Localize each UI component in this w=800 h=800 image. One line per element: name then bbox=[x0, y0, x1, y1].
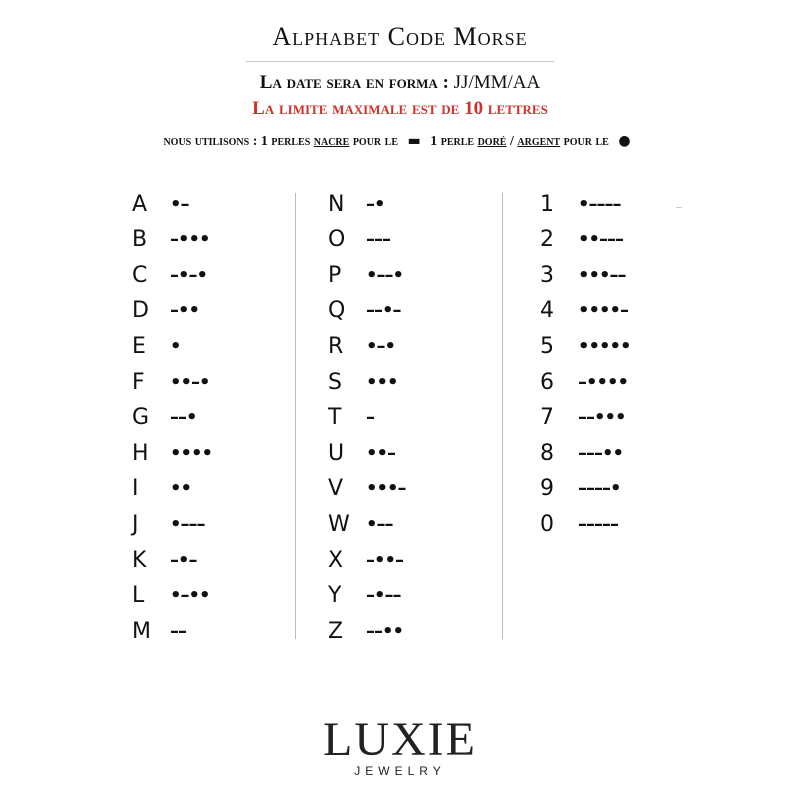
morse-character: G bbox=[132, 405, 150, 431]
morse-character: A bbox=[132, 191, 148, 217]
morse-code: ••• bbox=[366, 371, 398, 393]
morse-row bbox=[540, 188, 621, 220]
morse-code: ––• bbox=[170, 407, 197, 429]
morse-code: ––– bbox=[366, 229, 390, 251]
morse-character: K bbox=[132, 547, 147, 573]
morse-code: •––– bbox=[170, 513, 205, 535]
morse-code: –––•• bbox=[578, 442, 624, 464]
dash-symbol-icon: ▬ bbox=[407, 133, 421, 149]
morse-row bbox=[540, 473, 621, 505]
morse-character: B bbox=[132, 227, 148, 253]
morse-row bbox=[132, 437, 212, 469]
bead-argent-label: argent bbox=[517, 134, 561, 149]
bead-legend-slash: / bbox=[506, 134, 518, 149]
morse-code: •–• bbox=[366, 335, 396, 357]
morse-code: –• bbox=[366, 193, 385, 215]
morse-character: V bbox=[328, 476, 344, 502]
morse-row bbox=[540, 366, 628, 398]
morse-row bbox=[540, 330, 631, 362]
morse-code: –•– bbox=[170, 549, 197, 571]
bead-legend-for-2: pour le bbox=[560, 134, 613, 149]
page-title: Alphabet Code Morse bbox=[272, 22, 528, 51]
morse-row bbox=[328, 259, 403, 291]
morse-row bbox=[328, 473, 406, 505]
morse-code: ––•– bbox=[366, 300, 401, 322]
morse-character: I bbox=[132, 476, 139, 502]
morse-character: P bbox=[328, 262, 342, 288]
morse-code: ••–• bbox=[170, 371, 210, 393]
brand-logo: LUXIE bbox=[323, 713, 477, 766]
morse-character: U bbox=[328, 440, 345, 466]
date-format-label: La date sera en forma : bbox=[259, 72, 454, 93]
morse-character: 0 bbox=[540, 511, 554, 537]
morse-row bbox=[132, 224, 210, 256]
morse-row bbox=[328, 437, 395, 469]
morse-code: •––• bbox=[366, 264, 404, 286]
morse-character: D bbox=[132, 298, 149, 324]
morse-row bbox=[132, 295, 199, 327]
morse-code: – bbox=[366, 407, 374, 429]
morse-row bbox=[328, 330, 395, 362]
brand-tagline: JEWELRY bbox=[354, 764, 446, 778]
morse-character: 8 bbox=[540, 440, 554, 466]
morse-code: ••••• bbox=[578, 335, 631, 357]
morse-code: •••–– bbox=[578, 264, 626, 286]
morse-row bbox=[540, 437, 623, 469]
morse-row bbox=[328, 544, 403, 576]
morse-row bbox=[132, 259, 207, 291]
morse-code: •–––– bbox=[578, 193, 621, 215]
morse-row bbox=[132, 402, 197, 434]
morse-character: 6 bbox=[540, 369, 554, 395]
title-underline bbox=[246, 61, 554, 62]
morse-code: •–•• bbox=[170, 585, 210, 607]
morse-code: ••– bbox=[366, 442, 396, 464]
morse-character: 1 bbox=[540, 191, 554, 217]
morse-code: • bbox=[170, 335, 181, 357]
morse-character: 7 bbox=[540, 405, 554, 431]
morse-code: –•••• bbox=[578, 371, 629, 393]
morse-code: –•• bbox=[170, 300, 200, 322]
morse-code: –••– bbox=[366, 549, 404, 571]
morse-code: •–– bbox=[366, 513, 393, 535]
morse-row bbox=[540, 508, 618, 540]
bead-legend-one: 1 perle bbox=[426, 134, 478, 149]
morse-character: X bbox=[328, 547, 344, 573]
morse-row bbox=[132, 544, 197, 576]
date-format-line bbox=[0, 72, 800, 94]
morse-character: N bbox=[328, 191, 345, 217]
morse-row bbox=[540, 402, 626, 434]
morse-row bbox=[328, 224, 390, 256]
bead-legend-for-1: pour le bbox=[349, 134, 402, 149]
dot-symbol-icon: ● bbox=[618, 133, 631, 149]
morse-character: 9 bbox=[540, 476, 554, 502]
morse-character: W bbox=[328, 511, 350, 537]
morse-code: ––••• bbox=[578, 407, 626, 429]
morse-code: –– bbox=[170, 620, 186, 642]
morse-character: J bbox=[132, 511, 139, 537]
morse-row bbox=[540, 259, 626, 291]
morse-row bbox=[132, 508, 205, 540]
morse-code: •– bbox=[170, 193, 189, 215]
morse-code: –•–– bbox=[366, 585, 401, 607]
bead-dore-label: doré bbox=[477, 134, 507, 149]
morse-row bbox=[132, 473, 191, 505]
morse-row bbox=[328, 366, 398, 398]
decorative-mark bbox=[676, 207, 682, 208]
morse-character: R bbox=[328, 333, 344, 359]
morse-character: 4 bbox=[540, 298, 554, 324]
morse-row bbox=[540, 295, 628, 327]
morse-code: –•–• bbox=[170, 264, 208, 286]
letter-limit-note: La limite maximale est de 10 lettres bbox=[252, 98, 548, 119]
column-divider-2 bbox=[502, 193, 503, 639]
morse-character: M bbox=[132, 618, 151, 644]
morse-character: F bbox=[132, 369, 145, 395]
morse-code: ––––– bbox=[578, 513, 618, 535]
morse-row bbox=[328, 615, 403, 647]
morse-character: L bbox=[132, 583, 145, 609]
morse-code: •••• bbox=[170, 442, 213, 464]
morse-character: S bbox=[328, 369, 342, 395]
morse-row bbox=[328, 402, 374, 434]
morse-row bbox=[540, 224, 623, 256]
morse-character: 2 bbox=[540, 227, 554, 253]
morse-code: •••– bbox=[366, 478, 406, 500]
column-divider-1 bbox=[295, 193, 296, 639]
morse-code: •• bbox=[170, 478, 192, 500]
morse-row bbox=[132, 188, 189, 220]
bead-nacre-label: nacre bbox=[313, 134, 350, 149]
morse-character: 3 bbox=[540, 262, 554, 288]
morse-code: –••• bbox=[170, 229, 210, 251]
morse-character: Y bbox=[328, 583, 342, 609]
bead-legend-intro: nous utilisons : 1 perles bbox=[163, 134, 314, 149]
morse-row bbox=[132, 580, 210, 612]
morse-row bbox=[132, 366, 210, 398]
bead-legend bbox=[0, 133, 800, 150]
morse-character: H bbox=[132, 440, 149, 466]
morse-row bbox=[328, 508, 393, 540]
morse-character: O bbox=[328, 227, 346, 253]
morse-row bbox=[132, 615, 186, 647]
morse-code: ––•• bbox=[366, 620, 404, 642]
morse-character: Q bbox=[328, 298, 346, 324]
morse-character: C bbox=[132, 262, 148, 288]
morse-code: ••––– bbox=[578, 229, 624, 251]
morse-character: E bbox=[132, 333, 146, 359]
morse-code: ––––• bbox=[578, 478, 621, 500]
morse-row bbox=[328, 295, 401, 327]
morse-code: ••••– bbox=[578, 300, 629, 322]
morse-character: 5 bbox=[540, 333, 554, 359]
morse-row bbox=[132, 330, 181, 362]
morse-character: Z bbox=[328, 618, 344, 644]
morse-row bbox=[328, 580, 401, 612]
date-format-value: JJ/MM/AA bbox=[453, 72, 541, 93]
morse-row bbox=[328, 188, 385, 220]
morse-character: T bbox=[328, 405, 342, 431]
